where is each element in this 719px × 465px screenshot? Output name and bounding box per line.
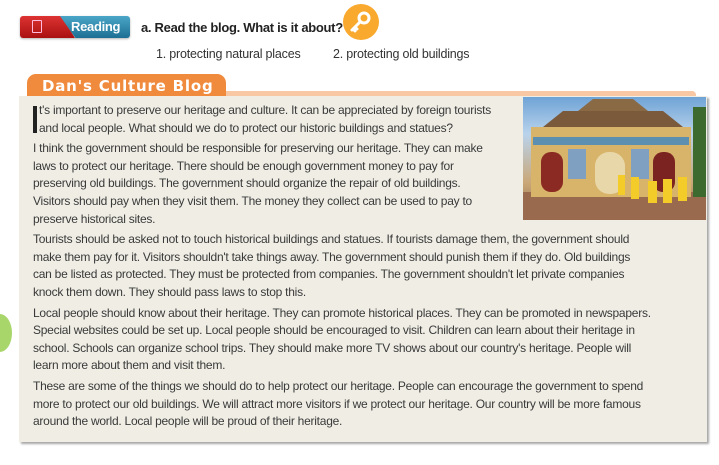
text-line: around the world. Local people will be proud of their heritage. [33,414,343,429]
text-line: preserving old buildings. The government should organize the repair of old buildings. [33,176,461,191]
blog-top-border [226,91,696,96]
text-line: Special websites could be set up. Local people should be encouraged to visit. Children can learn about their heritage in [33,323,635,338]
paragraph-4 [33,305,651,375]
document-icon [32,20,42,33]
option-1: 1. protecting natural places [156,47,301,61]
option-2: 2. protecting old buildings [333,47,470,61]
paragraph-5 [33,378,651,431]
text-line: and local people. What should we do to protect our historic buildings and statues? [39,120,453,135]
text-line: These are some of the things we should do to help protect our heritage. People can encourage the government to spend [33,378,644,393]
text-line: make them pay for it. Visitors shouldn't take things away. The government should punish them if they do. Old buildings [33,249,631,264]
key-icon[interactable] [343,4,379,40]
text-line: Tourists should be asked not to touch historical buildings and statues. If tourists damage them, the government should [33,232,630,247]
side-tab-marker [0,314,12,352]
text-line: Visitors should pay when they visit them. The money they collect can be used to pay to [33,193,472,208]
paragraph-2 [33,140,651,228]
text-line: learn more about them and visit them. [33,358,226,373]
blog-text [33,102,651,434]
text-line: I think the government should be responsible for preserving our heritage. They can make [33,141,483,156]
reading-badge [20,16,130,38]
text-line: knock them down. They should pass laws to stop this. [33,284,306,299]
text-line: preserve historical sites. [33,211,156,226]
question-text: a. Read the blog. What is it about? [141,20,343,35]
text-line: Local people should know about their heritage. They can promote historical places. They can be promoted in newspapers. [33,305,651,320]
paragraph-3 [33,231,651,301]
text-line: laws to protect our heritage. There should be enough government money to pay for [33,158,454,173]
blog-title: Dan's Culture Blog [27,74,226,96]
text-line: t's important to preserve our heritage and culture. It can be appreciated by foreign tourists [39,103,491,117]
text-line: more to protect our old buildings. We will attract more visitors if we protect our heritage. Our country will be more famous [33,396,641,411]
text-line: school. Schools can organize school trips. They should make more TV shows about our country's heritage. People will [33,340,632,355]
paragraph-1 [33,102,651,137]
section-label: Reading [71,19,121,34]
text-line: can be listed as protected. They must be protected from companies. The government shouldn't let private companies [33,267,625,282]
